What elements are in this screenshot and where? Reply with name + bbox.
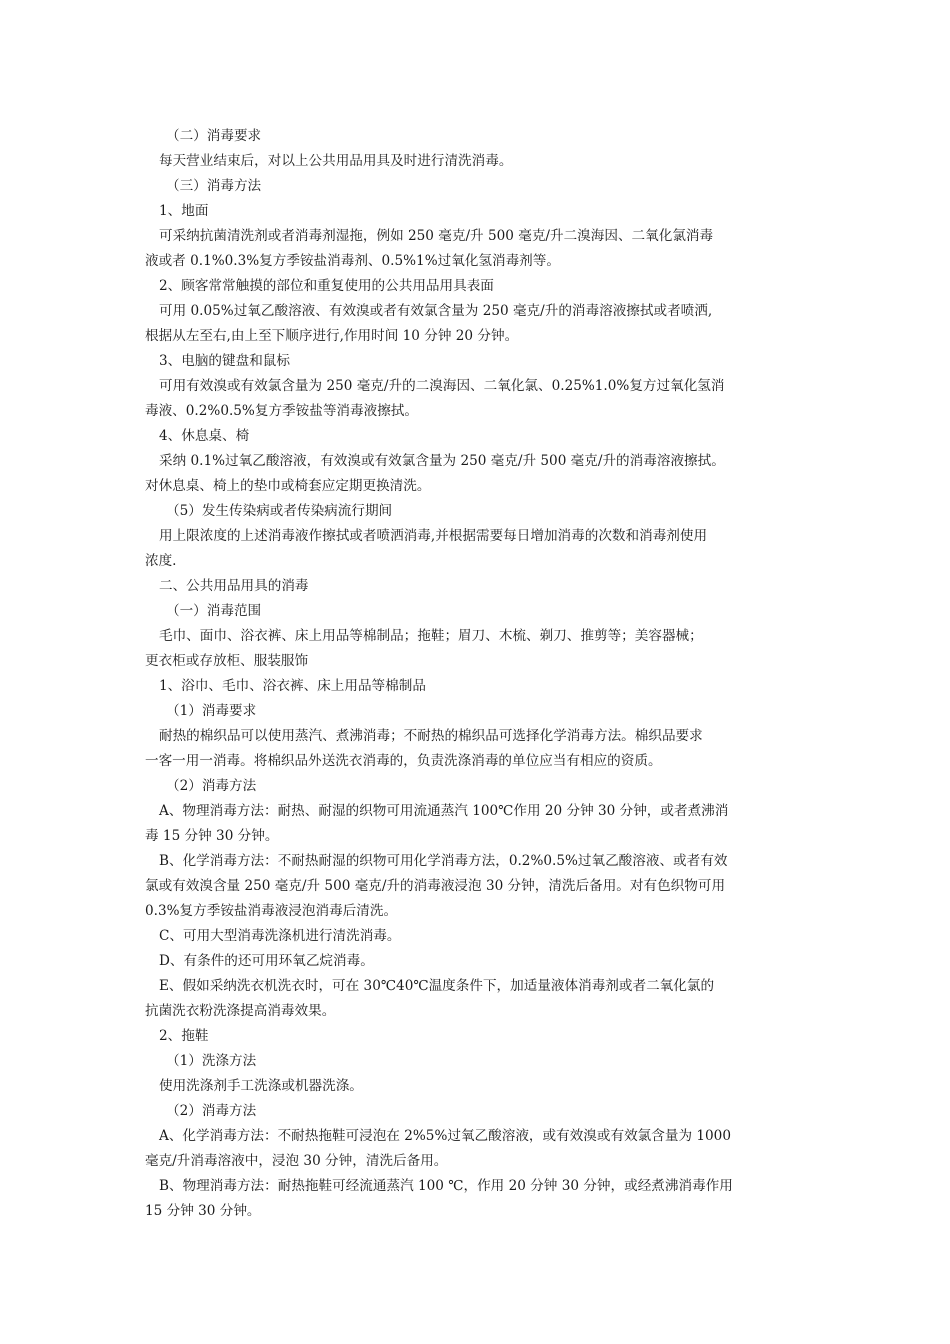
document-page — [145, 124, 810, 1224]
text-line: D、有条件的还可用环氧乙烷消毒。 — [159, 953, 374, 969]
text-line: 4、休息桌、椅 — [159, 428, 250, 444]
text-line: 一客一用一消毒。将棉织品外送洗衣消毒的，负责洗涤消毒的单位应当有相应的资质。 — [145, 753, 662, 769]
text-line: 氯或有效溴含量 250 毫克/升 500 毫克/升的消毒液浸泡 30 分钟，清洗后备用。对有色织物可用 — [145, 878, 726, 894]
text-line: （5）发生传染病或者传染病流行期间 — [166, 503, 393, 519]
text-line: 1、浴巾、毛巾、浴衣裤、床上用品等棉制品 — [159, 678, 426, 694]
text-line: B、化学消毒方法：不耐热耐湿的织物可用化学消毒方法，0.2%0.5%过氧乙酸溶液、或者有效 — [159, 853, 728, 869]
text-line: 使用洗涤剂手工洗涤或机器洗涤。 — [159, 1078, 363, 1094]
text-line: C、可用大型消毒洗涤机进行清洗消毒。 — [159, 928, 401, 944]
text-line: 毒 15 分钟 30 分钟。 — [145, 828, 279, 844]
text-line: 1、地面 — [159, 203, 209, 219]
text-line: （二）消毒要求 — [166, 128, 262, 144]
text-line: B、物理消毒方法：耐热拖鞋可经流通蒸汽 100 ℃，作用 20 分钟 30 分钟，或经煮沸消毒作用 — [159, 1178, 733, 1194]
text-line: （2）消毒方法 — [166, 1103, 257, 1119]
text-line: 二、公共用品用具的消毒 — [159, 578, 309, 594]
text-line: 毛巾、面巾、浴衣裤、床上用品等棉制品；拖鞋；眉刀、木梳、剃刀、推剪等；美容器械； — [159, 628, 703, 644]
text-line: （1）洗涤方法 — [166, 1053, 257, 1069]
text-line: 耐热的棉织品可以使用蒸汽、煮沸消毒；不耐热的棉织品可选择化学消毒方法。棉织品要求 — [159, 728, 703, 744]
text-line: 0.3%复方季铵盐消毒液浸泡消毒后清洗。 — [145, 903, 398, 919]
text-line: E、假如采纳洗衣机洗衣时，可在 30℃40℃温度条件下，加适量液体消毒剂或者二氧化氯的 — [159, 978, 715, 994]
text-line: 液或者 0.1%0.3%复方季铵盐消毒剂、0.5%1%过氧化氢消毒剂等。 — [145, 253, 560, 269]
text-line: 3、电脑的键盘和鼠标 — [159, 353, 290, 369]
text-line: 采纳 0.1%过氧乙酸溶液，有效溴或有效氯含量为 250 毫克/升 500 毫克/升的消毒溶液擦拭。 — [159, 453, 725, 469]
text-line: 15 分钟 30 分钟。 — [145, 1203, 261, 1219]
text-line: （三）消毒方法 — [166, 178, 262, 194]
text-line: 毫克/升消毒溶液中，浸泡 30 分钟，清洗后备用。 — [145, 1153, 448, 1169]
text-line: （1）消毒要求 — [166, 703, 257, 719]
text-line: 用上限浓度的上述消毒液作擦拭或者喷洒消毒,并根据需要每日增加消毒的次数和消毒剂使用 — [159, 528, 708, 544]
text-line: 对休息桌、椅上的垫巾或椅套应定期更换清洗。 — [145, 478, 431, 494]
text-line: 可用有效溴或有效氯含量为 250 毫克/升的二溴海因、二氧化氯、0.25%1.0%复方过氧化氢消 — [159, 378, 725, 394]
text-line: 可用 0.05%过氧乙酸溶液、有效溴或者有效氯含量为 250 毫克/升的消毒溶液擦拭或者喷洒, — [159, 303, 713, 319]
text-line: 每天营业结束后，对以上公共用品用具及时进行清洗消毒。 — [159, 153, 513, 169]
text-line: 2、顾客常常触摸的部位和重复使用的公共用品用具表面 — [159, 278, 494, 294]
text-line: 可采纳抗菌清洗剂或者消毒剂湿拖，例如 250 毫克/升 500 毫克/升二溴海因、二氧化氯消毒 — [159, 228, 714, 244]
text-line: 毒液、0.2%0.5%复方季铵盐等消毒液擦拭。 — [145, 403, 418, 419]
text-line: 抗菌洗衣粉洗涤提高消毒效果。 — [145, 1003, 336, 1019]
text-line: （一）消毒范围 — [166, 603, 262, 619]
text-line: A、化学消毒方法：不耐热拖鞋可浸泡在 2%5%过氧乙酸溶液，或有效溴或有效氯含量为 1000 — [159, 1128, 731, 1144]
text-line: 浓度. — [145, 553, 177, 569]
text-line: （2）消毒方法 — [166, 778, 257, 794]
text-line: A、物理消毒方法：耐热、耐湿的织物可用流通蒸汽 100℃作用 20 分钟 30 分钟，或者煮沸消 — [159, 803, 729, 819]
text-line: 更衣柜或存放柜、服装服饰 — [145, 653, 309, 669]
text-line: 根据从左至右,由上至下顺序进行,作用时间 10 分钟 20 分钟。 — [145, 328, 519, 344]
text-line: 2、拖鞋 — [159, 1028, 209, 1044]
